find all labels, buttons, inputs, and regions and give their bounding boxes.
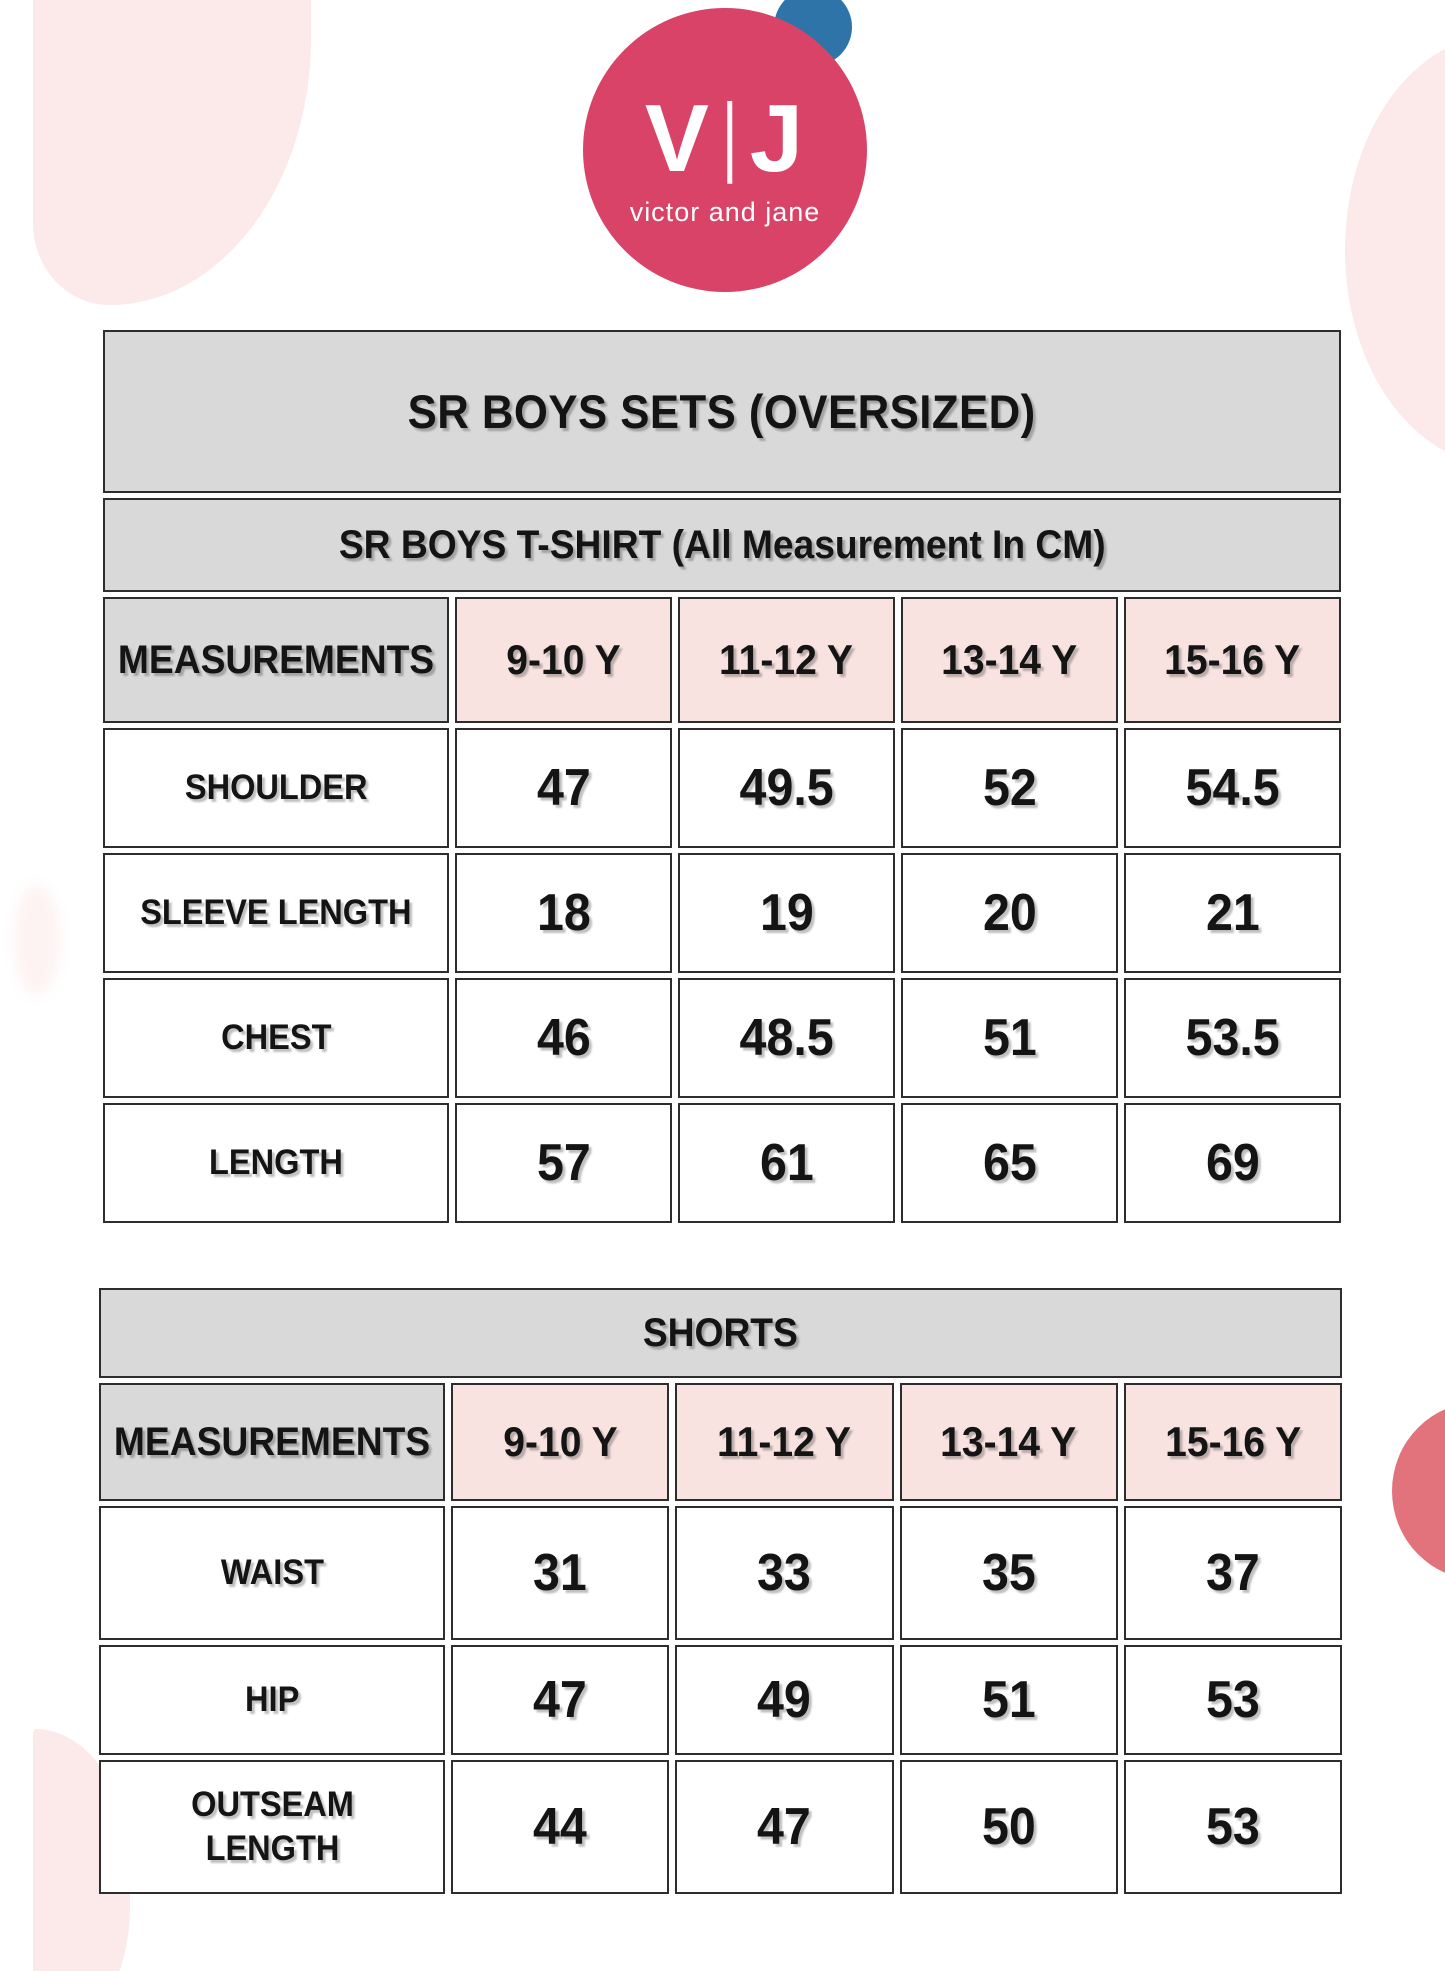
shorts-size-table — [99, 1288, 1342, 1894]
measurement-value: 20 — [901, 853, 1118, 973]
pink-blob-top-right — [1345, 35, 1445, 465]
measurement-value: 54.5 — [1124, 728, 1341, 848]
brand-logo — [583, 8, 867, 292]
table-title: SHORTS — [99, 1288, 1342, 1378]
brand-name: victor and jane — [629, 196, 821, 227]
measurement-value: 35 — [900, 1506, 1118, 1640]
measurement-value: 37 — [1124, 1506, 1342, 1640]
measurement-value: 47 — [451, 1645, 669, 1755]
measurement-value: 47 — [455, 728, 672, 848]
measurement-value: 50 — [900, 1760, 1118, 1894]
measurement-value: 57 — [455, 1103, 672, 1223]
pink-blob-top-left — [33, 0, 311, 305]
monogram-divider-icon: | — [721, 84, 740, 184]
measurement-value: 65 — [901, 1103, 1118, 1223]
row-label-waist: WAIST — [99, 1506, 445, 1640]
column-header-size: 15-16 Y — [1124, 1383, 1342, 1501]
measurement-value: 33 — [675, 1506, 893, 1640]
table-subtitle: SR BOYS T-SHIRT (All Measurement In CM) — [103, 498, 1341, 592]
row-label-chest: CHEST — [103, 978, 449, 1098]
column-header-size: 13-14 Y — [900, 1383, 1118, 1501]
measurement-value: 53.5 — [1124, 978, 1341, 1098]
measurement-value: 53 — [1124, 1645, 1342, 1755]
measurement-value: 46 — [455, 978, 672, 1098]
column-header-measurements: MEASUREMENTS — [99, 1383, 445, 1501]
row-label-outseam-length: OUTSEAM LENGTH — [99, 1760, 445, 1894]
monogram-v: V — [644, 84, 711, 192]
measurement-value: 21 — [1124, 853, 1341, 973]
column-header-size: 11-12 Y — [678, 597, 895, 723]
column-header-size: 9-10 Y — [451, 1383, 669, 1501]
coral-circle-right — [1392, 1402, 1445, 1580]
measurement-value: 19 — [678, 853, 895, 973]
measurement-value: 44 — [451, 1760, 669, 1894]
monogram-j: J — [749, 84, 806, 192]
row-label-hip: HIP — [99, 1645, 445, 1755]
measurement-value: 47 — [675, 1760, 893, 1894]
measurement-value: 61 — [678, 1103, 895, 1223]
row-label-sleeve-length: SLEEVE LENGTH — [103, 853, 449, 973]
column-header-size: 13-14 Y — [901, 597, 1118, 723]
measurement-value: 51 — [900, 1645, 1118, 1755]
column-header-size: 15-16 Y — [1124, 597, 1341, 723]
measurement-value: 48.5 — [678, 978, 895, 1098]
table-title: SR BOYS SETS (OVERSIZED) — [103, 330, 1341, 493]
column-header-measurements: MEASUREMENTS — [103, 597, 449, 723]
column-header-size: 9-10 Y — [455, 597, 672, 723]
measurement-value: 49 — [675, 1645, 893, 1755]
measurement-value: 53 — [1124, 1760, 1342, 1894]
row-label-length: LENGTH — [103, 1103, 449, 1223]
measurement-value: 52 — [901, 728, 1118, 848]
logo-monogram — [644, 84, 806, 192]
measurement-value: 18 — [455, 853, 672, 973]
tshirt-size-table — [103, 330, 1341, 1223]
measurement-value: 31 — [451, 1506, 669, 1640]
row-label-shoulder: SHOULDER — [103, 728, 449, 848]
pink-smudge-left — [14, 885, 60, 995]
measurement-value: 51 — [901, 978, 1118, 1098]
column-header-size: 11-12 Y — [675, 1383, 893, 1501]
measurement-value: 69 — [1124, 1103, 1341, 1223]
measurement-value: 49.5 — [678, 728, 895, 848]
